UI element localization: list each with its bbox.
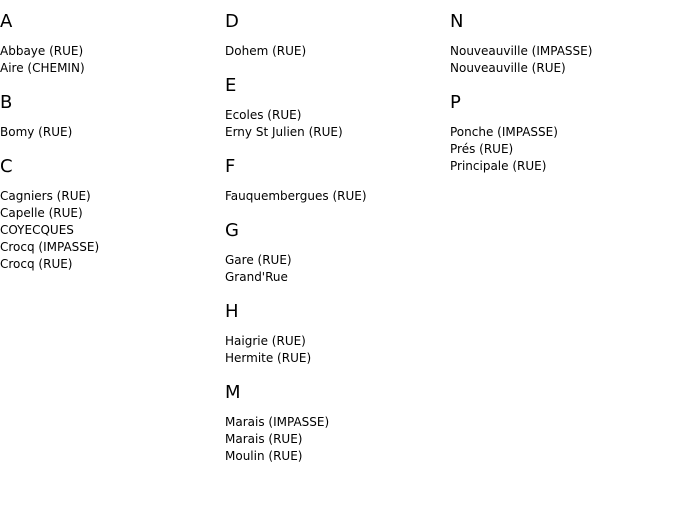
index-column <box>450 0 670 175</box>
letter-heading: B <box>0 92 13 113</box>
letter-group <box>0 156 220 273</box>
street-link[interactable]: Nouveauville (RUE) <box>450 61 566 75</box>
street-list-item <box>0 256 220 273</box>
street-list-item <box>225 414 445 431</box>
letter-heading: C <box>0 156 13 177</box>
street-link[interactable]: Dohem (RUE) <box>225 44 307 58</box>
street-list <box>225 107 445 141</box>
street-link[interactable]: Capelle (RUE) <box>0 206 83 220</box>
street-list <box>0 124 220 141</box>
street-link[interactable]: Cagniers (RUE) <box>0 189 91 203</box>
street-list-item <box>225 350 445 367</box>
street-list-item <box>225 43 445 60</box>
street-list <box>450 43 670 77</box>
street-list <box>450 124 670 175</box>
street-link[interactable]: COYECQUES <box>0 223 74 237</box>
street-list <box>0 188 220 273</box>
street-list-item <box>450 43 670 60</box>
street-list <box>225 188 445 205</box>
street-list-item <box>450 124 670 141</box>
letter-group <box>0 11 220 77</box>
street-link[interactable]: Gare (RUE) <box>225 253 292 267</box>
street-list-item <box>0 205 220 222</box>
street-list-item <box>0 60 220 77</box>
street-list-item <box>225 107 445 124</box>
street-link[interactable]: Bomy (RUE) <box>0 125 73 139</box>
street-list-item <box>0 124 220 141</box>
street-list-item <box>0 239 220 256</box>
index-column <box>0 0 220 273</box>
street-list <box>0 43 220 77</box>
street-link[interactable]: Grand'Rue <box>225 270 288 284</box>
letter-group <box>450 92 670 175</box>
street-link[interactable]: Fauquembergues (RUE) <box>225 189 367 203</box>
street-link[interactable]: Nouveauville (IMPASSE) <box>450 44 593 58</box>
street-list-item <box>225 333 445 350</box>
street-list <box>225 252 445 286</box>
letter-group <box>450 11 670 77</box>
street-link[interactable]: Principale (RUE) <box>450 159 547 173</box>
letter-heading: A <box>0 11 13 32</box>
street-link[interactable]: Marais (RUE) <box>225 432 303 446</box>
letter-heading: P <box>450 92 461 113</box>
street-list-item <box>450 158 670 175</box>
street-link[interactable]: Ecoles (RUE) <box>225 108 302 122</box>
street-link[interactable]: Prés (RUE) <box>450 142 514 156</box>
street-link[interactable]: Hermite (RUE) <box>225 351 312 365</box>
letter-group <box>225 382 445 465</box>
letter-heading: H <box>225 301 239 322</box>
letter-group <box>0 92 220 141</box>
street-link[interactable]: Erny St Julien (RUE) <box>225 125 343 139</box>
letter-heading: N <box>450 11 464 32</box>
street-link[interactable]: Ponche (IMPASSE) <box>450 125 558 139</box>
street-link[interactable]: Crocq (IMPASSE) <box>0 240 100 254</box>
index-column <box>225 0 445 465</box>
letter-heading: M <box>225 382 241 403</box>
street-list-item <box>225 431 445 448</box>
letter-heading: E <box>225 75 237 96</box>
letter-group <box>225 220 445 286</box>
street-list-item <box>225 124 445 141</box>
street-link[interactable]: Abbaye (RUE) <box>0 44 84 58</box>
street-list-item <box>0 43 220 60</box>
street-list-item <box>0 188 220 205</box>
letter-heading: G <box>225 220 239 241</box>
street-link[interactable]: Marais (IMPASSE) <box>225 415 330 429</box>
street-link[interactable]: Crocq (RUE) <box>0 257 73 271</box>
letter-group <box>225 75 445 141</box>
street-list <box>225 43 445 60</box>
letter-group <box>225 301 445 367</box>
street-list-item <box>0 222 220 239</box>
letter-group <box>225 156 445 205</box>
street-link[interactable]: Haigrie (RUE) <box>225 334 306 348</box>
letter-heading: F <box>225 156 236 177</box>
street-list-item <box>225 448 445 465</box>
street-list-item <box>450 60 670 77</box>
letter-group <box>225 11 445 60</box>
letter-heading: D <box>225 11 239 32</box>
street-list <box>225 333 445 367</box>
street-link[interactable]: Aire (CHEMIN) <box>0 61 85 75</box>
street-link[interactable]: Moulin (RUE) <box>225 449 303 463</box>
street-list <box>225 414 445 465</box>
street-list-item <box>225 252 445 269</box>
street-list-item <box>225 269 445 286</box>
street-list-item <box>225 188 445 205</box>
street-list-item <box>450 141 670 158</box>
